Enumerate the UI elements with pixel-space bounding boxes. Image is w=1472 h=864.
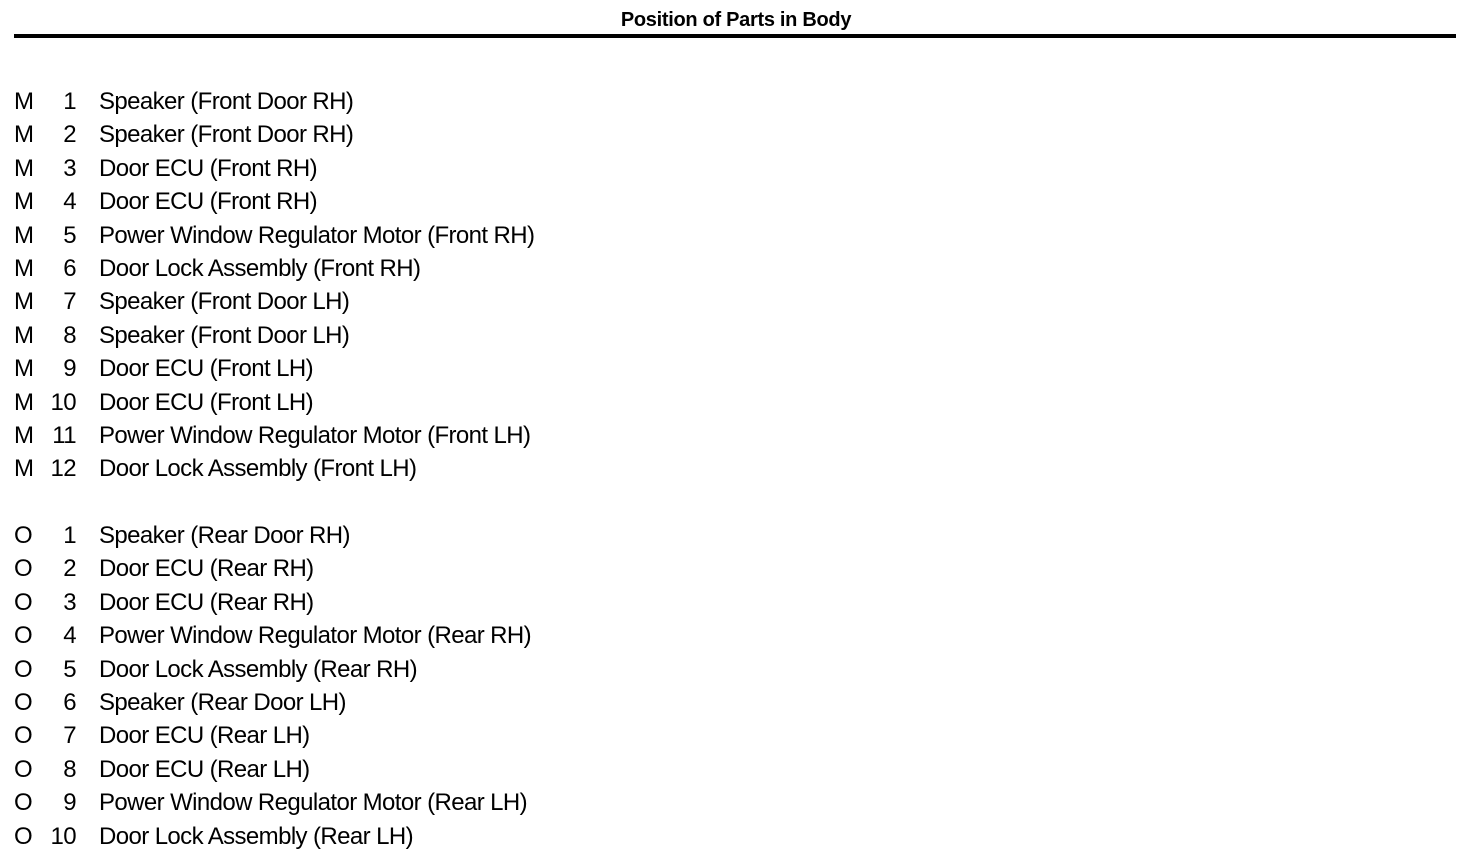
part-row: [0, 219, 700, 252]
part-location-code: O: [14, 722, 33, 750]
part-location-code: M: [14, 121, 34, 149]
page-title: Position of Parts in Body: [620, 9, 852, 31]
part-row: [0, 386, 700, 419]
part-name: Door ECU (Front RH): [99, 188, 317, 216]
part-number: 4: [63, 622, 76, 650]
part-name: Speaker (Rear Door LH): [99, 689, 346, 717]
part-location-code: O: [14, 689, 33, 717]
part-row: [0, 753, 700, 786]
part-number: 1: [63, 88, 76, 115]
part-row: [0, 252, 700, 285]
part-location-code: M: [14, 88, 34, 115]
part-location-code: O: [14, 588, 33, 616]
part-row: [0, 820, 700, 853]
part-name: Door ECU (Rear LH): [99, 722, 310, 750]
part-number: 9: [63, 789, 76, 817]
part-row: [0, 786, 700, 819]
part-location-code: M: [14, 288, 34, 316]
part-row: [0, 85, 700, 118]
part-row: [0, 519, 700, 552]
part-number: 5: [63, 655, 76, 683]
part-row: [0, 686, 700, 719]
part-name: Door ECU (Front LH): [99, 355, 313, 383]
part-name: Door Lock Assembly (Front RH): [99, 254, 421, 282]
part-name: Power Window Regulator Motor (Front LH): [99, 421, 531, 449]
part-name: Door Lock Assembly (Front LH): [99, 455, 417, 483]
part-name: Door ECU (Rear RH): [99, 555, 314, 583]
part-location-code: M: [14, 221, 34, 249]
parts-group-m: [0, 85, 700, 486]
part-location-code: M: [14, 321, 34, 349]
part-location-code: O: [14, 655, 33, 683]
part-location-code: M: [14, 421, 34, 449]
part-row: [0, 285, 700, 318]
part-name: Power Window Regulator Motor (Rear RH): [99, 622, 532, 650]
part-row: [0, 152, 700, 185]
part-location-code: M: [14, 254, 34, 282]
part-name: Power Window Regulator Motor (Rear LH): [99, 789, 528, 817]
part-number: 11: [52, 421, 76, 449]
part-number: 3: [63, 154, 76, 182]
part-number: 7: [63, 722, 76, 750]
part-row: [0, 352, 700, 385]
parts-list: [0, 85, 700, 853]
part-row: [0, 319, 700, 352]
part-location-code: O: [14, 822, 33, 850]
part-row: [0, 586, 700, 619]
part-number: 5: [63, 221, 76, 249]
part-row: [0, 719, 700, 752]
part-location-code: O: [14, 622, 33, 650]
part-name: Door ECU (Rear RH): [99, 588, 314, 616]
part-number: 6: [63, 689, 76, 717]
part-name: Speaker (Front Door LH): [99, 288, 350, 316]
part-location-code: M: [14, 188, 34, 216]
part-row: [0, 653, 700, 686]
part-number: 8: [63, 321, 76, 349]
part-number: 8: [63, 755, 76, 783]
part-name: Speaker (Front Door LH): [99, 321, 350, 349]
part-name: Door ECU (Front LH): [99, 388, 313, 416]
part-row: [0, 552, 700, 585]
part-number: 12: [50, 455, 76, 483]
part-row: [0, 452, 700, 485]
part-number: 10: [50, 388, 76, 416]
part-number: 3: [63, 588, 76, 616]
part-name: Speaker (Front Door RH): [99, 88, 354, 115]
part-name: Speaker (Front Door RH): [99, 121, 354, 149]
part-name: Speaker (Rear Door RH): [99, 522, 350, 550]
parts-group-o: [0, 519, 700, 853]
part-name: Power Window Regulator Motor (Front RH): [99, 221, 535, 249]
part-location-code: O: [14, 755, 33, 783]
part-location-code: O: [14, 522, 33, 550]
part-row: [0, 419, 700, 452]
part-name: Door ECU (Front RH): [99, 154, 317, 182]
part-location-code: O: [14, 789, 33, 817]
part-name: Door Lock Assembly (Rear LH): [99, 822, 413, 850]
part-location-code: M: [14, 355, 34, 383]
part-number: 7: [63, 288, 76, 316]
part-number: 9: [63, 355, 76, 383]
part-location-code: M: [14, 455, 34, 483]
part-number: 6: [63, 254, 76, 282]
part-location-code: O: [14, 555, 33, 583]
part-name: Door ECU (Rear LH): [99, 755, 310, 783]
part-row: [0, 118, 700, 151]
title-divider: [14, 34, 1456, 38]
part-row: [0, 619, 700, 652]
part-location-code: M: [14, 154, 34, 182]
part-number: 2: [63, 555, 76, 583]
part-row: [0, 185, 700, 218]
part-location-code: M: [14, 388, 34, 416]
part-number: 1: [63, 522, 76, 550]
part-name: Door Lock Assembly (Rear RH): [99, 655, 417, 683]
part-number: 10: [50, 822, 76, 850]
part-number: 4: [63, 188, 76, 216]
part-number: 2: [63, 121, 76, 149]
